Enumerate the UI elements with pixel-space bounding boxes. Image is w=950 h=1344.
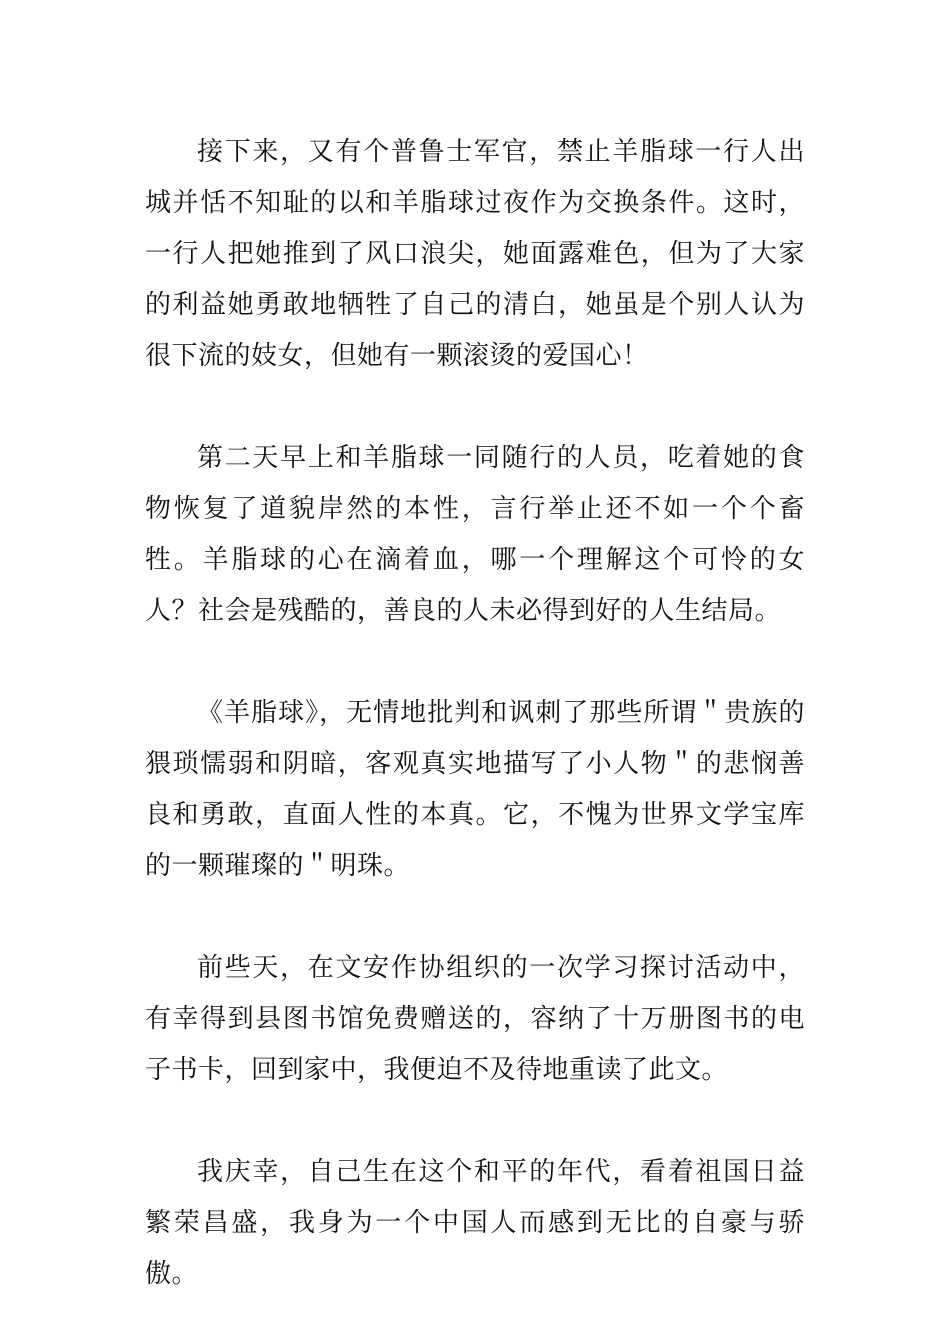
paragraph-5: 我庆幸，自己生在这个和平的年代，看着祖国日益繁荣昌盛，我身为一个中国人而感到无比的自豪与骄傲。: [145, 1157, 805, 1289]
paragraph-gap: [145, 1096, 805, 1147]
paragraph-1: 接下来，又有个普鲁士军官，禁止羊脂球一行人出城并恬不知耻的以和羊脂球过夜作为交换条件。这时，一行人把她推到了风口浪尖，她面露难色，但为了大家的利益她勇敢地牺牲了自己的清白，她虽是个别人认为很下流的妓女，但她有一颗滚烫的爱国心！: [145, 137, 805, 371]
paragraph-gap: [145, 637, 805, 688]
paragraph-gap: [145, 892, 805, 943]
paragraph-gap: [145, 382, 805, 433]
paragraph-2: 第二天早上和羊脂球一同随行的人员，吃着她的食物恢复了道貌岸然的本性，言行举止还不如一个个畜牲。羊脂球的心在滴着血，哪一个理解这个可怜的女人？社会是残酷的，善良的人未必得到好的人生结局。: [145, 443, 805, 626]
paragraph-3: 《羊脂球》，无情地批判和讽刺了那些所谓＂贵族的猥琐懦弱和阴暗，客观真实地描写了小人物＂的悲悯善良和勇敢，直面人性的本真。它，不愧为世界文学宝库的一颗璀璨的＂明珠。: [145, 698, 805, 881]
paragraph-4: 前些天，在文安作协组织的一次学习探讨活动中，有幸得到县图书馆免费赠送的，容纳了十万册图书的电子书卡，回到家中，我便迫不及待地重读了此文。: [145, 953, 805, 1085]
document-body: [145, 127, 805, 1300]
